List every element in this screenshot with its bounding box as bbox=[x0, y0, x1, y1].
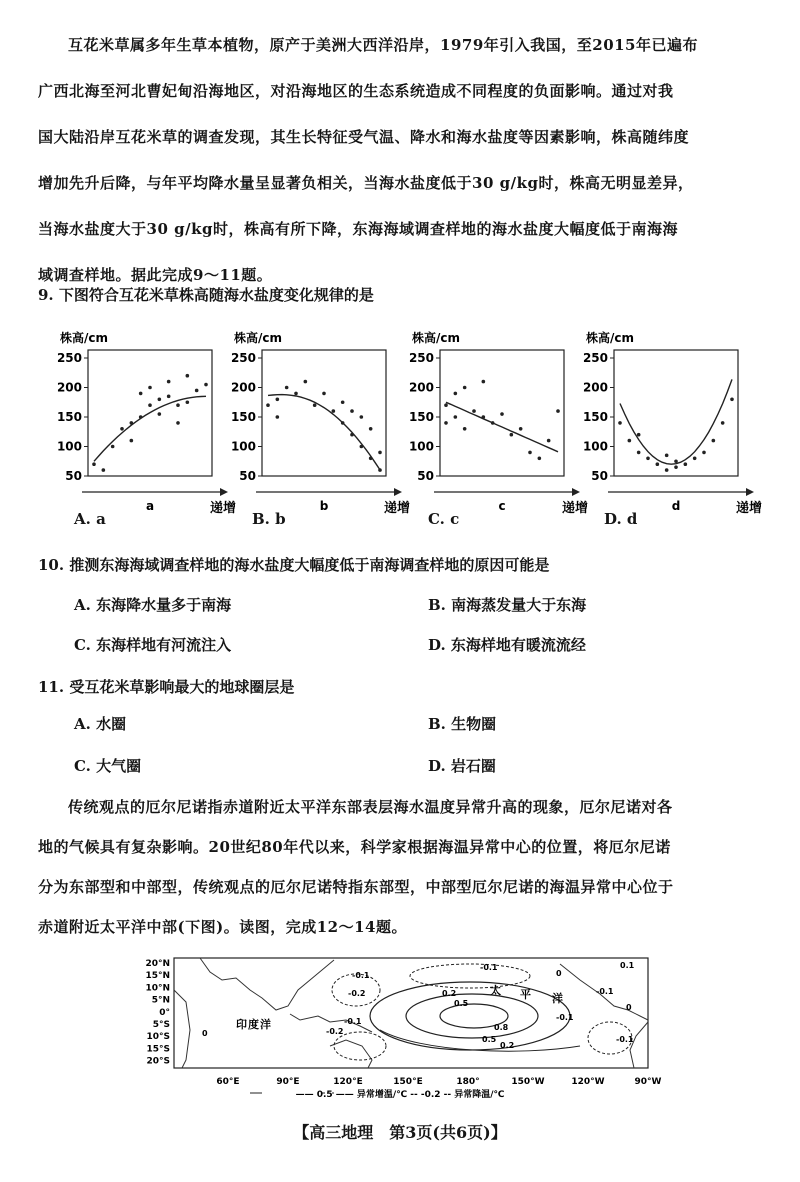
enso-paragraph bbox=[38, 787, 754, 947]
data-point bbox=[148, 386, 152, 390]
scatter-chart-c bbox=[409, 330, 588, 516]
y-tick-label: 200 bbox=[582, 380, 608, 395]
q10-option-a[interactable]: A. 东海降水量多于南海 bbox=[74, 596, 232, 614]
data-point bbox=[482, 380, 486, 384]
contour-0.2 bbox=[370, 982, 570, 1050]
contour-label: 0.5 bbox=[454, 999, 469, 1008]
data-point bbox=[528, 451, 532, 455]
contour-label: -0.2 bbox=[348, 989, 366, 998]
plot-frame bbox=[262, 350, 386, 476]
y-axis-label: 株高/cm bbox=[412, 331, 461, 345]
data-point bbox=[454, 415, 458, 419]
ocean-label: 印 bbox=[236, 1018, 247, 1031]
lon-label: 150°E bbox=[393, 1077, 423, 1087]
contour-label: -0.2 bbox=[326, 1027, 344, 1036]
contour-label: 0.1 bbox=[620, 961, 635, 970]
lat-label: 5°S bbox=[152, 1020, 170, 1030]
data-point bbox=[538, 457, 542, 461]
contour-label: -0.1 bbox=[480, 963, 498, 972]
data-point bbox=[304, 380, 308, 384]
data-point bbox=[510, 433, 514, 437]
contour-label: 0.5 bbox=[482, 1035, 497, 1044]
south-america-coast bbox=[630, 1022, 648, 1068]
y-tick-label: 100 bbox=[56, 439, 82, 454]
data-point bbox=[92, 462, 96, 466]
data-point bbox=[712, 439, 716, 443]
contour-neg-0.1-south bbox=[334, 1032, 386, 1060]
intro-line: 域调查样地。据此完成9～11题。 bbox=[38, 266, 273, 284]
plot-frame bbox=[614, 350, 738, 476]
lon-label: 90°W bbox=[634, 1077, 662, 1087]
data-point bbox=[341, 400, 345, 404]
y-tick-label: 150 bbox=[56, 410, 82, 424]
enso-line: 分为东部型和中部型，传统观点的厄尔尼诺特指东部型，中部型厄尔尼诺的海温异常中心位于 bbox=[38, 878, 674, 896]
y-tick-label: 200 bbox=[408, 380, 434, 395]
intro-line: 当海水盐度大于30 g/kg时，株高有所下降，东海海域调查样地的海水盐度大幅度低于南海海 bbox=[38, 220, 678, 238]
data-point bbox=[628, 439, 632, 443]
data-point bbox=[472, 409, 476, 413]
contour-label: 0.8 bbox=[494, 1023, 509, 1032]
data-point bbox=[276, 398, 280, 402]
data-point bbox=[369, 427, 373, 431]
data-point bbox=[350, 409, 354, 413]
contour-label: -0.1 bbox=[616, 1035, 634, 1044]
y-tick-label: 50 bbox=[239, 469, 256, 483]
q9-charts bbox=[0, 320, 800, 520]
trend-curve bbox=[268, 395, 380, 470]
lat-label: 20°N bbox=[145, 959, 170, 969]
data-point bbox=[674, 459, 678, 463]
y-tick-label: 200 bbox=[230, 380, 256, 395]
lon-label: 60°E bbox=[216, 1077, 240, 1087]
data-point bbox=[730, 398, 734, 402]
lon-label: 90°E bbox=[276, 1077, 300, 1087]
y-axis-label: 株高/cm bbox=[586, 331, 635, 345]
contour-label: -0.1 bbox=[344, 1017, 362, 1026]
data-point bbox=[618, 421, 622, 425]
data-point bbox=[444, 421, 448, 425]
data-point bbox=[130, 439, 134, 443]
q9-option-c[interactable]: C. c bbox=[428, 510, 460, 528]
q11-option-a[interactable]: A. 水圈 bbox=[74, 715, 127, 733]
data-point bbox=[276, 415, 280, 419]
contour-label: 0 bbox=[556, 969, 562, 978]
data-point bbox=[120, 427, 124, 431]
data-point bbox=[102, 468, 106, 472]
chart-letter: a bbox=[145, 499, 155, 513]
x-axis-label: 递增 bbox=[562, 501, 589, 516]
lon-label: 180° bbox=[456, 1077, 480, 1087]
q11-option-b[interactable]: B. 生物圈 bbox=[428, 715, 497, 733]
intro-line: 互花米草属多年生草本植物，原产于美洲大西洋沿岸，1979年引入我国，至2015年已遍布 bbox=[68, 36, 698, 54]
data-point bbox=[519, 427, 523, 431]
asia-coast bbox=[200, 958, 334, 1010]
data-point bbox=[139, 392, 143, 396]
data-point bbox=[285, 386, 289, 390]
africa-coast bbox=[174, 990, 190, 1068]
map-legend: —— 0.5 —— 异常增温/℃ -- -0.2 -- 异常降温/℃ bbox=[295, 1090, 505, 1100]
y-tick-label: 100 bbox=[408, 439, 434, 454]
data-point bbox=[444, 403, 448, 407]
y-tick-label: 250 bbox=[56, 351, 82, 365]
data-point bbox=[656, 462, 660, 466]
data-point bbox=[500, 412, 504, 416]
data-point bbox=[176, 403, 180, 407]
lon-label: 120°E bbox=[333, 1077, 363, 1087]
data-point bbox=[294, 392, 298, 396]
data-point bbox=[547, 439, 551, 443]
data-point bbox=[148, 403, 152, 407]
q11-stem: 11. 受互花米草影响最大的地球圈层是 bbox=[38, 678, 295, 696]
data-point bbox=[186, 374, 190, 378]
enso-line: 传统观点的厄尔尼诺指赤道附近太平洋东部表层海水温度异常升高的现象，厄尔尼诺对各 bbox=[68, 798, 673, 816]
y-tick-label: 250 bbox=[408, 351, 434, 365]
y-tick-label: 100 bbox=[230, 439, 256, 454]
q9-stem: 9. 下图符合互花米草株高随海水盐度变化规律的是 bbox=[38, 286, 374, 304]
scatter-chart-b bbox=[231, 330, 410, 516]
chart-letter: d bbox=[671, 499, 681, 513]
y-tick-label: 150 bbox=[230, 410, 256, 424]
data-point bbox=[665, 454, 669, 458]
data-point bbox=[167, 380, 171, 384]
y-tick-label: 250 bbox=[582, 351, 608, 365]
x-axis-label: 递增 bbox=[736, 501, 763, 516]
sst-anomaly-map bbox=[0, 950, 800, 1110]
data-point bbox=[556, 409, 560, 413]
q11-option-d[interactable]: D. 岩石圈 bbox=[428, 757, 496, 775]
lat-label: 10°S bbox=[146, 1032, 170, 1043]
y-axis-label: 株高/cm bbox=[234, 331, 283, 345]
contour-label: 0 bbox=[626, 1003, 632, 1012]
intro-paragraph bbox=[38, 22, 754, 298]
contour-0.5 bbox=[406, 994, 538, 1038]
enso-line: 地的气候具有复杂影响。20世纪80年代以来，科学家根据海温异常中心的位置，将厄尔尼诺 bbox=[38, 838, 671, 856]
contour-label: -0.1 bbox=[596, 987, 614, 996]
y-tick-label: 50 bbox=[591, 469, 608, 483]
q9-option-a[interactable]: A. a bbox=[74, 510, 106, 528]
y-axis-label: 株高/cm bbox=[60, 331, 109, 345]
q10-option-c[interactable]: C. 东海样地有河流注入 bbox=[74, 636, 232, 654]
q10-option-b[interactable]: B. 南海蒸发量大于东海 bbox=[428, 596, 587, 614]
lon-label: 120°W bbox=[571, 1077, 605, 1087]
intro-line: 增加先升后降，与年平均降水量呈显著负相关，当海水盐度低于30 g/kg时，株高无明显差异， bbox=[38, 174, 694, 192]
y-tick-label: 250 bbox=[230, 351, 256, 365]
x-axis-label: 递增 bbox=[210, 501, 237, 516]
q10-option-d[interactable]: D. 东海样地有暖流流经 bbox=[428, 636, 586, 654]
y-tick-label: 150 bbox=[582, 410, 608, 424]
data-point bbox=[186, 400, 190, 404]
contour-label: -0.1 bbox=[352, 971, 370, 980]
ocean-label: 洋 bbox=[260, 1018, 271, 1031]
data-point bbox=[693, 457, 697, 461]
lat-label: 5°N bbox=[151, 995, 170, 1006]
ocean-label: 洋 bbox=[552, 992, 563, 1005]
data-point bbox=[313, 403, 317, 407]
y-tick-label: 50 bbox=[417, 469, 434, 483]
ocean-label: 度 bbox=[248, 1018, 259, 1031]
lat-label: 15°S bbox=[146, 1044, 170, 1055]
lon-label: 150°W bbox=[511, 1077, 545, 1087]
data-point bbox=[637, 451, 641, 455]
data-point bbox=[702, 451, 706, 455]
chart-letter: c bbox=[498, 499, 506, 513]
q9-option-b[interactable]: B. b bbox=[252, 510, 286, 528]
data-point bbox=[721, 421, 725, 425]
x-arrow-head bbox=[746, 488, 754, 496]
data-point bbox=[674, 465, 678, 469]
enso-line: 赤道附近太平洋中部(下图)。读图，完成12～14题。 bbox=[38, 918, 407, 936]
data-point bbox=[684, 462, 688, 466]
data-point bbox=[646, 457, 650, 461]
data-point bbox=[167, 395, 171, 399]
data-point bbox=[463, 427, 467, 431]
trend-curve bbox=[620, 379, 732, 464]
australia-coast bbox=[330, 1040, 372, 1068]
y-tick-label: 150 bbox=[408, 410, 434, 424]
q11-option-c[interactable]: C. 大气圈 bbox=[74, 757, 142, 775]
data-point bbox=[378, 451, 382, 455]
data-point bbox=[463, 386, 467, 390]
data-point bbox=[266, 403, 270, 407]
x-axis-label: 递增 bbox=[384, 501, 411, 516]
scatter-chart-d bbox=[583, 330, 762, 516]
contour-label: -0.1 bbox=[556, 1013, 574, 1022]
contour-neg-0.1-north bbox=[410, 964, 530, 988]
page-footer: 【高三地理 第3页(共6页)】 bbox=[293, 1123, 507, 1142]
q10-stem: 10. 推测东海海域调查样地的海水盐度大幅度低于南海调查样地的原因可能是 bbox=[38, 556, 550, 574]
data-point bbox=[195, 389, 199, 393]
data-point bbox=[360, 415, 364, 419]
ocean-label: 平 bbox=[520, 988, 531, 1001]
y-tick-label: 100 bbox=[582, 439, 608, 454]
data-point bbox=[322, 392, 326, 396]
x-arrow-head bbox=[220, 488, 228, 496]
x-arrow-head bbox=[572, 488, 580, 496]
data-point bbox=[176, 421, 180, 425]
y-tick-label: 50 bbox=[65, 469, 82, 483]
lat-label: 10°N bbox=[145, 983, 170, 994]
x-arrow-head bbox=[394, 488, 402, 496]
data-point bbox=[111, 445, 115, 449]
lat-label: 20°S bbox=[146, 1056, 170, 1067]
data-point bbox=[665, 468, 669, 472]
trend-curve bbox=[446, 402, 558, 452]
contour-label: 0.2 bbox=[500, 1041, 515, 1050]
data-point bbox=[637, 433, 641, 437]
lat-label: 0° bbox=[159, 1007, 170, 1018]
contour-label: 0 bbox=[202, 1029, 208, 1038]
chart-letter: b bbox=[319, 499, 329, 513]
data-point bbox=[204, 383, 208, 387]
intro-line: 广西北海至河北曹妃甸沿海地区，对沿海地区的生态系统造成不同程度的负面影响。通过对我 bbox=[38, 82, 674, 100]
contour-0 bbox=[380, 1030, 580, 1051]
data-point bbox=[158, 412, 162, 416]
contour-label: 0.2 bbox=[442, 989, 457, 998]
y-tick-label: 200 bbox=[56, 380, 82, 395]
intro-line: 国大陆沿岸互花米草的调查发现，其生长特征受气温、降水和海水盐度等因素影响，株高随纬度 bbox=[38, 128, 690, 146]
lat-label: 15°N bbox=[145, 971, 170, 982]
data-point bbox=[332, 409, 336, 413]
q9-option-d[interactable]: D. d bbox=[604, 510, 638, 528]
ocean-label: 太 bbox=[490, 984, 501, 997]
data-point bbox=[454, 392, 458, 396]
scatter-chart-a bbox=[57, 330, 236, 516]
data-point bbox=[158, 398, 162, 402]
